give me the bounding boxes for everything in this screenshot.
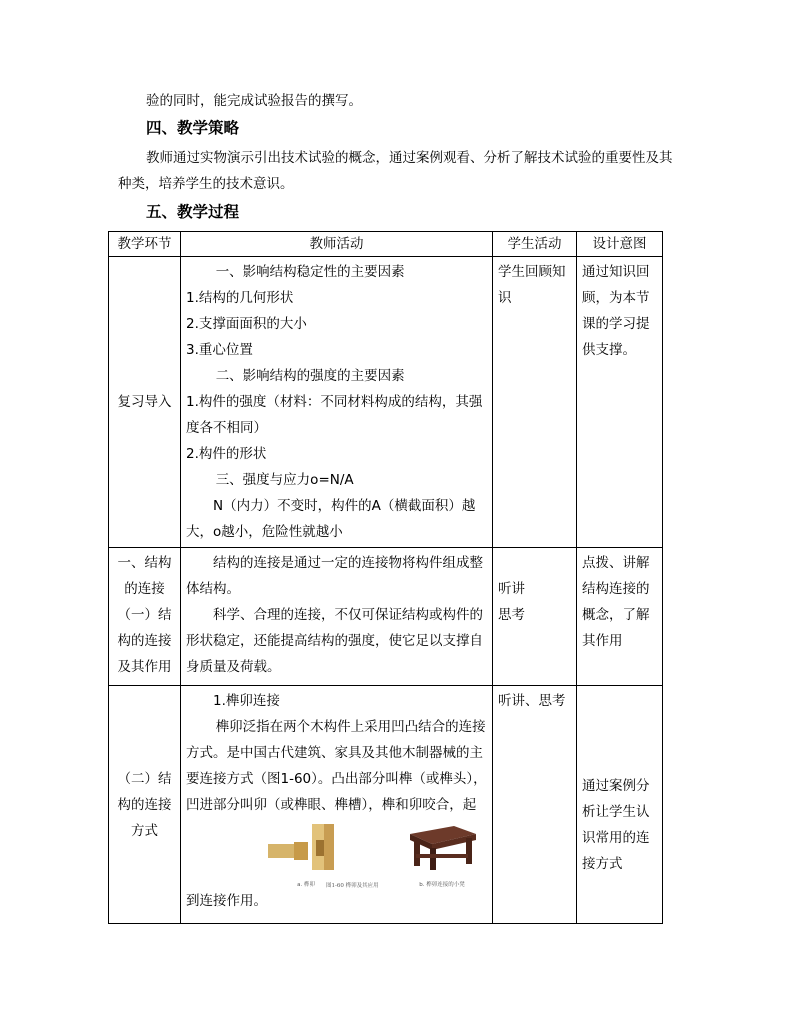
table-row: [109, 548, 663, 686]
row2-stage: [109, 548, 181, 686]
row1-t8: 三、强度与应力ο=N/A: [215, 472, 354, 488]
row1-student: 学生回顾知识: [493, 257, 577, 548]
table-row: [109, 686, 663, 924]
header-teacher: 教师活动: [181, 232, 493, 257]
row1-intent: 通过知识回顾，为本节课的学习提供支撑。: [577, 257, 663, 548]
row3-intent-text: 通过案例分析让学生认识常用的连接方式: [582, 777, 650, 872]
section4-body-line1: 教师通过实物演示引出技术试验的概念，通过案例观看、分析了解技术试验的重要性及其: [146, 150, 673, 166]
row1-t2: 1.结构的几何形状: [186, 290, 294, 306]
row3-t2: 榫卯泛指在两个木构件上采用凹凸结合的连接方式。是中国古代建筑、家具及其他木制器械的主要连接方式（图1-60）。凸出部分叫榫（或榫头），凹进部分叫卯（或榫眼、榫槽），榫和卯咬合，起: [186, 719, 487, 813]
row2-student2: 思考: [498, 607, 525, 623]
row1-stage-text: 复习导入: [117, 394, 172, 410]
row1-t1: 一、影响结构稳定性的主要因素: [215, 264, 405, 280]
row3-intent: [577, 686, 663, 924]
figure-1-60: [186, 822, 487, 888]
row2-t1: 结构的连接是通过一定的连接物将构件组成整体结构。: [186, 555, 483, 597]
row3-student: 听讲、思考: [493, 686, 577, 924]
row1-t4: 3.重心位置: [186, 342, 253, 358]
section4-heading: 四、教学策略: [146, 119, 240, 137]
row2-stage-text: 一、结构的连接（一）结构的连接及其作用: [117, 555, 172, 675]
fig-a-label: a. 榫卯: [297, 882, 315, 888]
row1-stage: [109, 257, 181, 548]
intro-line: 验的同时，能完成试验报告的撰写。: [146, 93, 362, 109]
row1-t5: 二、影响结构的强度的主要因素: [215, 368, 405, 384]
row3-t3: 到连接作用。: [186, 893, 267, 909]
row2-t2: 科学、合理的连接，不仅可保证结构或构件的形状稳定，还能提高结构的强度，使它足以支撑自身质量及荷载。: [186, 607, 483, 675]
row3-stage: [109, 686, 181, 924]
section5-heading: 五、教学过程: [146, 203, 240, 221]
table-row: [109, 257, 663, 548]
figure-caption: 图1-60 榫卯及其应用: [326, 883, 379, 889]
row1-t9: N（内力）不变时，构件的A（横截面积）越大，ο越小，危险性就越小: [186, 498, 476, 540]
figure-a: [266, 822, 346, 889]
mortise-tenon-illustration: [266, 822, 346, 872]
table-header-row: [109, 232, 663, 257]
fig-b-label: b. 榫卯连接的小凳: [419, 882, 465, 888]
section4-body-line2: 种类，培养学生的技术意识。: [118, 176, 294, 192]
teaching-process-table: [108, 231, 663, 924]
row2-intent: 点拨、讲解结构连接的概念，了解其作用: [577, 548, 663, 686]
row1-t6: 1.构件的强度（材料：不同材料构成的结构，其强度各不相同）: [186, 394, 483, 436]
figure-b: [402, 822, 482, 889]
header-intent: 设计意图: [577, 232, 663, 257]
row2-student1: 听讲: [498, 581, 525, 597]
row3-teacher: [181, 686, 493, 924]
row2-teacher: [181, 548, 493, 686]
stool-illustration: [402, 822, 482, 872]
row2-student: [493, 548, 577, 686]
header-student: 学生活动: [493, 232, 577, 257]
row3-t1: 1.榫卯连接: [213, 693, 280, 709]
row3-stage-text: （二）结构的连接方式: [117, 770, 172, 839]
row1-teacher: [181, 257, 493, 548]
row1-t7: 2.构件的形状: [186, 446, 267, 462]
row1-t3: 2.支撑面面积的大小: [186, 316, 307, 332]
header-stage: 教学环节: [109, 232, 181, 257]
